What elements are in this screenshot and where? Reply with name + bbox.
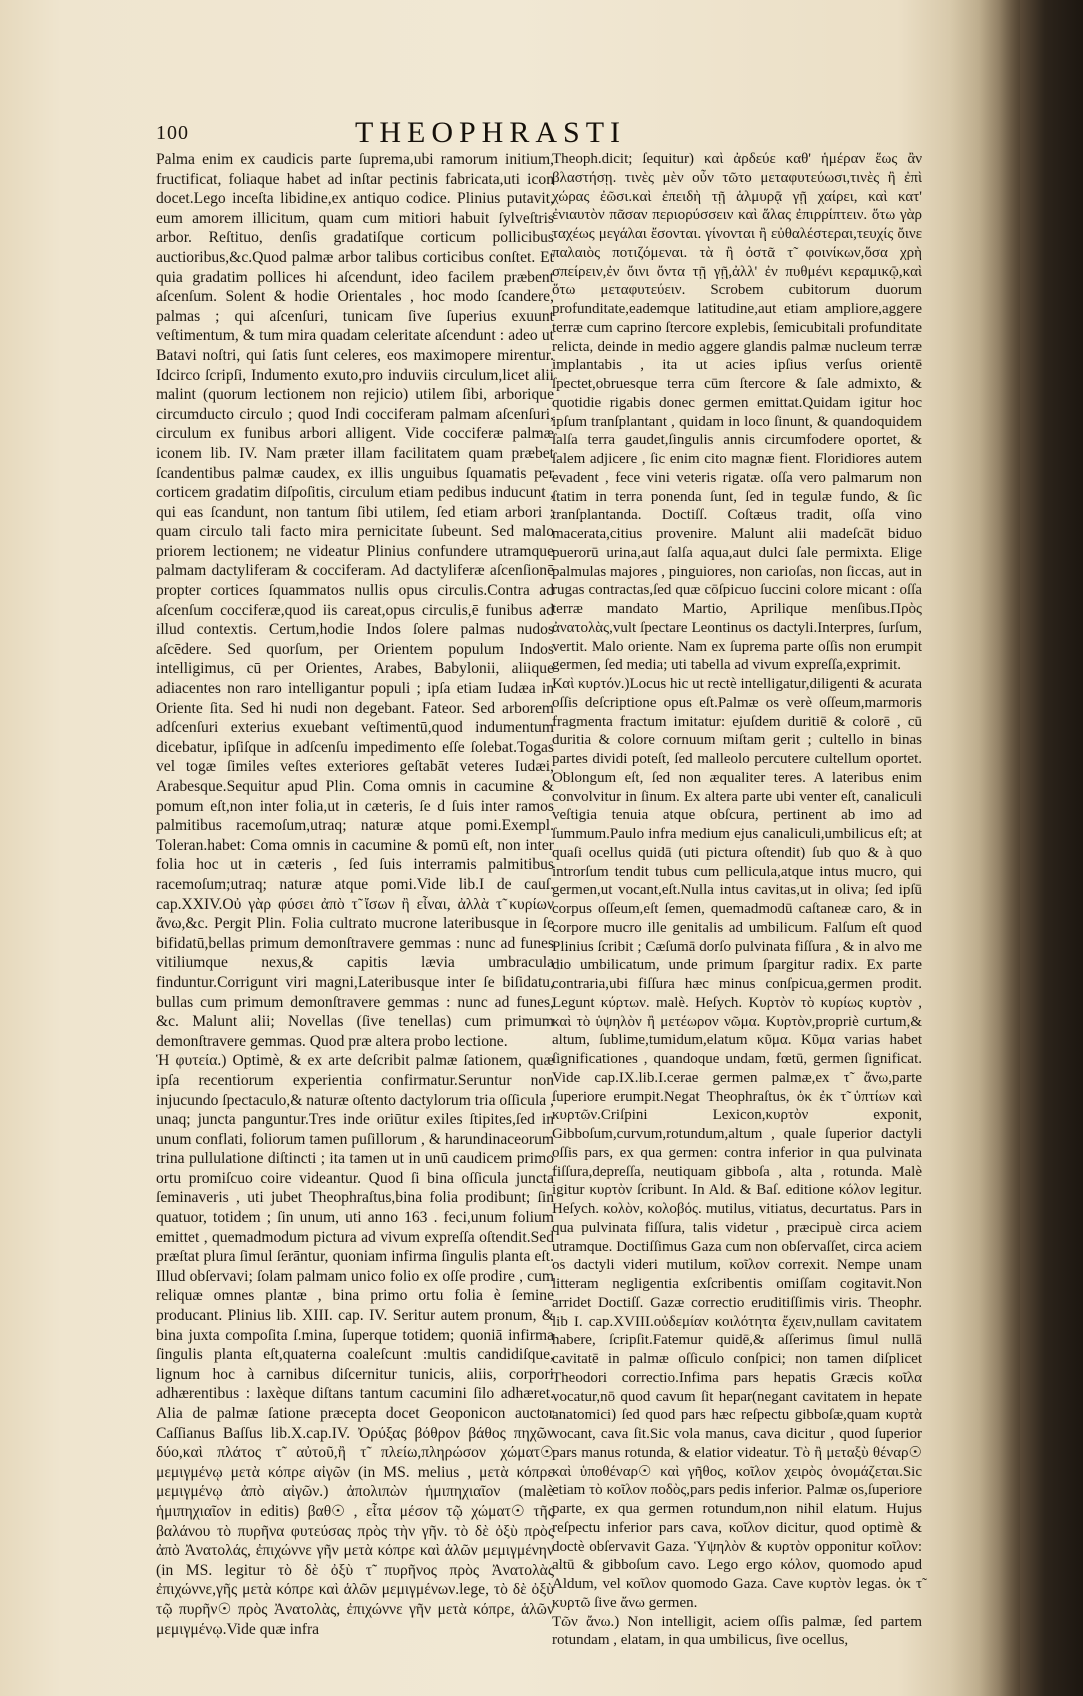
left-paragraph: Ἡ φυτεία.) Optimè, & ex arte deſcribit palmæ ſationem, quæ ipſa recentiorum experientia confirmatur.Seruntur non injucundo ſpectaculo,& naturæ oſtento dactylorum tria oſſicula , unaq; juncta panguntur.Tres inde oriūtur exiles ſtipites,ſed in unum conflati, foliorum tamen puſillorum , & harundinaceorum trina pullulatione diſtincti ; ita tamen ut in unū caudicem primo ortu promiſcuo coire videantur. Quod ſi bina oſſicula juncta ſeminaveris , uti jubet Theophraſtus,bina folia prodibunt; ſin quatuor, totidem ; ſin unum, uti anno 163 . feci,unum folium emittet , quemadmodum pictura ad vivum expreſſa oſtendit.Sed præſtat plura ſimul ſerāntur, quoniam infirma ſingulis planta eſt. Illud obſervavi; ſolam palmam unico folio ex oſſe prodire , cum reliquæ omnes plantæ , bina primo ortu folia è ſemine producant. Plinius lib. XIII. cap. IV. Seritur autem pronum, & bina juxta compoſita ſ.mina, ſuperque totidem; quoniā infirma ſingulis planta eſt,quaterna coaleſcunt :multis candidiſque, lignum hoc à carnibus diſcernitur tunicis, aliis, corpori adhærentibus : laxèque diſtans tantum cacumini ſilo adhæret. Alia de palmæ ſatione præcepta docet Geoponicon auctor Caſſianus Baſſus lib.X.cap.IV. Ὀρύξας βόθρον βάθος πηχῶν δύο,καὶ πλάτος τ̃ αὐτοῦ,ἢ τ̃ πλείω,πληρώσον χώματ☉ μεμιγμένῳ μετὰ κόπρε αἰγῶν (in MS. melius , μετὰ κόπρε μεμιγμένῳ ἀπὸ αἰγῶν.) ἀπολιπὼν ἡμιπηχιαῖον (malè ἡμιπηχιαῖον in editis) βαθ☉ , εἶτα μέσον τῷ χώματ☉ τῆς βαλάνου τὸ πυρῆνα φυτεύσας πρὸς τὴν γῆν. τὸ δὲ ὀξὺ πρὸς ἀπὸ Ἀνατολάς, ἐπιχώννε γῆν μετὰ κόπρε καὶ ἁλῶν μεμιγμένην (in MS. legitur τὸ δὲ ὀξὺ τ̃ πυρῆνος πρὸς Ἀνατολὰς ἐπιχώννε,γῆς μετὰ κόπρε καὶ ἁλῶν μεμιγμένων.lege, τὸ δὲ ὀξὺ τῷ πυρῆν☉ πρὸς Ἀνατολὰς, ἐπιχώννε γῆν μετὰ κόπρε, ἁλῶν μεμιγμένῳ.Vide quæ infra	[156, 1052, 554, 1638]
page-number: 100	[156, 122, 189, 144]
gutter-shadow	[950, 0, 1020, 1696]
right-paragraph: Καὶ κυρτόν.)Locus hic ut rectè intelligatur,diligenti & acurata oſſis deſcriptione opus eſt.Palmæ os verè oſſeum,marmoris fragmenta fractum imitatur: ejuſdem duritiē & colorē , cū duritia & colore cornuum miſtam gerit ; cultello in binas partes dividi poteſt, ſed malleolo percutere cultellum oportet. Oblongum eſt, ſed non æqualiter teres. A lateribus enim convolvitur in ſinum. Ex altera parte ubi venter eſt, canaliculi veſtigia tenuia atque obſcura, pertinent ab imo ad ſummum.Paulo infra medium ejus canaliculi,umbilicus eſt; at quaſi ocellus quidā (uti pictura oſtendit) ſub quo & à quo introrſum tendit tubus cum pellicula,atque intus mucro, qui germen,ut vocant,eſt.Nulla intus cavitas,ut in oliva; ſed ipſū corpus oſſeum,eſt ſemen, quemadmodū caſtaneæ caro, & in corpore mucro ille genitalis ad umbilicum. Falſum eſt quod Plinius ſcribit ; Cæſumā dorſo pulvinata fiſſura , & in alvo me dio umbilicatum, unde primum ſpargitur radix. Ex parte contraria,ubi fiſſura hæc minus conſpicua,germen prodit. Legunt κύρτων. malè. Heſych. Κυρτὸν τὸ κυρίως κυρτὸν , καὶ τὸ ὑψηλὸν ἢ μετέωρον νῶμα. Κυρτὸν,propriè curtum,& altum, ſublime,tumidum,elatum κῦμα. Κῦμα varias habet ſignificationes , quandoque undam, fœtū, germen ſignificat. Vide cap.IX.lib.I.cerae germen palmæ,ex τ̃ ἄνω,parte ſuperiore erumpit.Negat Theophraſtus, ὁκ ἐκ τ̃ ὑπτίων καὶ κυρτῶν.Criſpini Lexicon,κυρτὸν exponit, Gibboſum,curvum,rotundum,altum , quale ſuperior dactyli oſſis pars, ex qua germen: contra inferior in qua pulvinata fiſſura,depreſſa, neutiquam gibboſa , alta , rotunda. Malè igitur κυρτὸν ſcribunt. In Ald. & Baſ. editione κόλον legitur. Heſych. κολὸν, κολοβός. mutilus, vitiatus, decurtatus. Pars in qua pulvinata fiſſura, talis videtur , præcipuè circa aciem utramque. Doctiſſimus Gaza cum non obſervaſſet, circa aciem os dactyli videri mutilum, κοῖλον correxit. Nempe unam litteram negligentia exſcribentis omiſſam cogitavit.Non arridet Doctiſſ. Gazæ correctio eruditiſſimis viris. Theophr. lib I. cap.XVIII.οὐδεμίαν κοιλότητα ἔχειν,nullam cavitatem habere, ſcripſit.Fatemur quidē,& aſſerimus ſimul nullā cavitatē in palmæ oſſiculo conſpici; non tamen diſplicet Theodori correctio.Infima pars hepatis Græcis κοῖλα vocatur,nō quod cavum ſit hepar(negant cavitatem in hepate anatomici) ſed quod pars hæc reſpectu gibboſæ,quam κυρτὰ vocant, cava ſit.Sic vola manus, cava dicitur , quod ſuperior pars manus rotunda, & elatior videatur. Τὸ ἢ μεταξὺ θέναρ☉ καὶ ὑποθέναρ☉ καὶ γῆθος, κοῖλον χειρὸς ὀνομάζεται.Sic etiam τὸ κοῖλον ποδὸς,pars pedis inferior. Palmæ os,ſuperiore parte, ex qua germen rotundum,non nihil elatum. Hujus reſpectu inferior pars cava, κοῖλον dicitur, quod optimè & doctè obſervavit Gaza. Ὑψηλὸν & κυρτὸν opponitur κοῖλον: altū & gibboſum cavo. Lego ergo κόλον, quomodo apud Aldum, vel κοῖλον quomodo Gaza. Cave κυρτὸν legas. ὀκ τ̃ κυρτῶ ſive ἄνω germen.	[552, 676, 922, 1611]
left-column	[156, 150, 554, 1639]
right-paragraph: Τῶν ἄνω.) Non intelligit, aciem oſſis palmæ, ſed partem rotundam , elatam, in qua umbilicus, ſive ocellus,	[552, 1613, 922, 1649]
running-title: THEOPHRASTI	[355, 116, 627, 149]
right-paragraph: Theoph.dicit; ſequitur) καὶ ἀρδεύε καθ' ἡμέραν ἕως ἂν βλαστήσῃ. τινὲς μὲν οὖν τῶτο μεταφυτεύωσι,τινὲς ἢ ἐπὶ χώρας ἐῶσι.καὶ ἐπειδὴ τῇ ἁλμυρᾷ γῇ χαίρει, καὶ κατ' ἐνιαυτὸν πᾶσαν περιορύσσειν καὶ ἅλας ἐπιρρίπτειν. ὅτω γὰρ ταχέως μεγάλαι ἔσονται. γίνονται ἢ εὐθαλέστεραι,τευχίς ὄινε παλαιὸς ποτιζόμεναι. τὰ ἢ ὀστᾶ τ̃ φοινίκων,ὅσα χρὴ σπείρειν,ἐν ὄινι ὄντα τῇ γῇ,ἀλλ' ἐν πυθμένι κεραμικῷ,καὶ ὅτω μεταφυτεύειν. Scrobem cubitorum duorum profunditate,eademque latitudine,aut etiam ampliore,aggere terræ cum caprino ſtercore explebis, ſemicubitali profunditate relicta, deinde in medio aggere glandis palmæ nucleum terræ implantabis , ita ut acies ipſius verſus orientē ſpectet,obruesque terra cūm ſtercore & ſale admixto, & quotidie rigabis donec germen emittat.Quidam igitur hoc ipſum tranſplantant , quidam in loco ſinunt, & quandoquidem ſalſa terra gaudet,ſingulis annis circumfodere oportet, & ſalem adjicere , ſic enim cito magnæ fient. Floridiores autem evadent , fece vini veteris rigatæ. oſſa vero palmarum non ſtatim in terra ponenda ſunt, ſed in tegulæ fundo, & ſic tranſplantanda. Doctiſſ. Coſtæus tradit, oſſa vino macerata,citius provenire. Malunt alii madeſcāt biduo puerorū urina,aut ſalſa aqua,aut dulci ſale permixta. Elige palmulas majores , pinguiores, non carioſas, non ſiccas, aut in rugas contractas,ſed quæ cōſpicuo ſuccini colore micant : oſſa terræ mandato Martio, Aprilique menſibus.Πρὸς ἀνατολὰς,vult ſpectare Leontinus os dactyli.Interpres, ſurſum, vertit. Malo oriente. Nam ex ſuprema parte oſſis non erumpit germen, ſed media; uti tabella ad vivum expreſſa,exprimit.	[552, 151, 922, 674]
page-edge	[1020, 0, 1083, 1696]
right-column	[552, 150, 922, 1650]
running-head	[150, 116, 1010, 150]
left-paragraph: Palma enim ex caudicis parte ſuprema,ubi ramorum initium, fructificat, foliaque habet ad inſtar pectinis fabricata,uti icon docet.Lego inceſta libidine,ex antiquo codice. Plinius putavit, eum amorem illicitum, quam cum mitiori habuit ſylveſtris arbor. Reſtituo, denſis gradatiſque corticum pollicibus auctioribus,&c.Quod palmæ arbor talibus corticibus conſtet. Et quia gradatim pollices hi aſcendunt, ideo facilem præbent aſcenſum. Solent & hodie Orientales , hoc modo ſcandere, palmas ; qui aſcenſuri, tunicam ſive ſuperius exuunt veſtimentum, & tum mira quadam celeritate aſcendunt : adeo ut Batavi noſtri, qui ſatis ſunt celeres, eos maximopere mirentur. Idcirco ſcripſi, Indumento exuto,pro induviis circulum,licet alii malint (quorum lectionem non rejicio) utilem ſibi, arborique circumducto circulo ; quod Indi cocciferam palmam aſcenſuri, circulum ex funibus arbori alligent. Vide cocciferæ palmæ iconem lib. IV. Nam præter illam facilitatem quam præbet ſcandentibus palmæ caudex, ex illis unguibus ſquamatis per corticem gradatim diſpoſitis, circulum etiam pedibus inducunt , qui eas ſcandunt, non tantum ſibi utilem, ſed etiam arbori ; quam circulo tali facto mira pernicitate ſubeunt. Sed malo priorem lectionem; ne videatur Plinius confundere utramque palmam dactyliferam & cocciferam. Ad dactyliferæ aſcenſionē propter cortices ſquammatos nullis opus circulis.Contra ad aſcenſum cocciferæ,quod iis careat,opus circulis,ē funibus ad illud contextis. Certum,hodie Indos ſolere palmas nudos aſcēdere. Sed quorſum, per Orientem populum Indos intelligimus, cū per Orientes, Arabes, Babylonii, aliique adiacentes non raro intelligantur populi ; ipſa etiam Iudæa in Oriente ſita. Sed hi nudi non degebant. Fateor. Sed arborem adſcenſuri exterius exuebant veſtimentū,quod indumentum dicebatur, ipſiſque in adſcenſu impedimento eſſe ſolebat.Togas vel togæ ſimiles veſtes exteriores geſtabāt veteres Iudæi, Arabesque.Sequitur apud Plin. Coma omnis in cacumine & pomum eſt,non inter folia,ut in cæteris, ſe d ſuis inter ramos palmitibus racemoſum,utraq; naturæ atque pomi.Exempl. Toleran.habet: Coma omnis in cacumine & pomū eſt, non inter folia hoc ut in cæteris , ſed ſuis interramis palmitibus racemoſum;utraq; naturæ atque pomi.Vide lib.I de cauſ. cap.XXIV.Oὐ γὰρ φύσει ἀπὸ τ̃ ἴσων ἢ εἶναι, ἀλλὰ τ̃ κυρίων ἄνω,&c. Pergit Plin. Folia cultrato mucrone lateribusque in ſe bifidatū,bellas primum demonſtravere gemmas : nunc ad funes vitiliumque nexus,& capitis lævia umbracula finduntur.Corrigunt viri magni,Lateribusque inter ſe biſidatu, bullas cum primum demonſtravere gemmas : nunc ad funes, &c. Malunt alii; Novellas (ſive tenellas) cum primum demonſtravere gemmas. Quod præ altera probo lectione.	[156, 151, 554, 1050]
